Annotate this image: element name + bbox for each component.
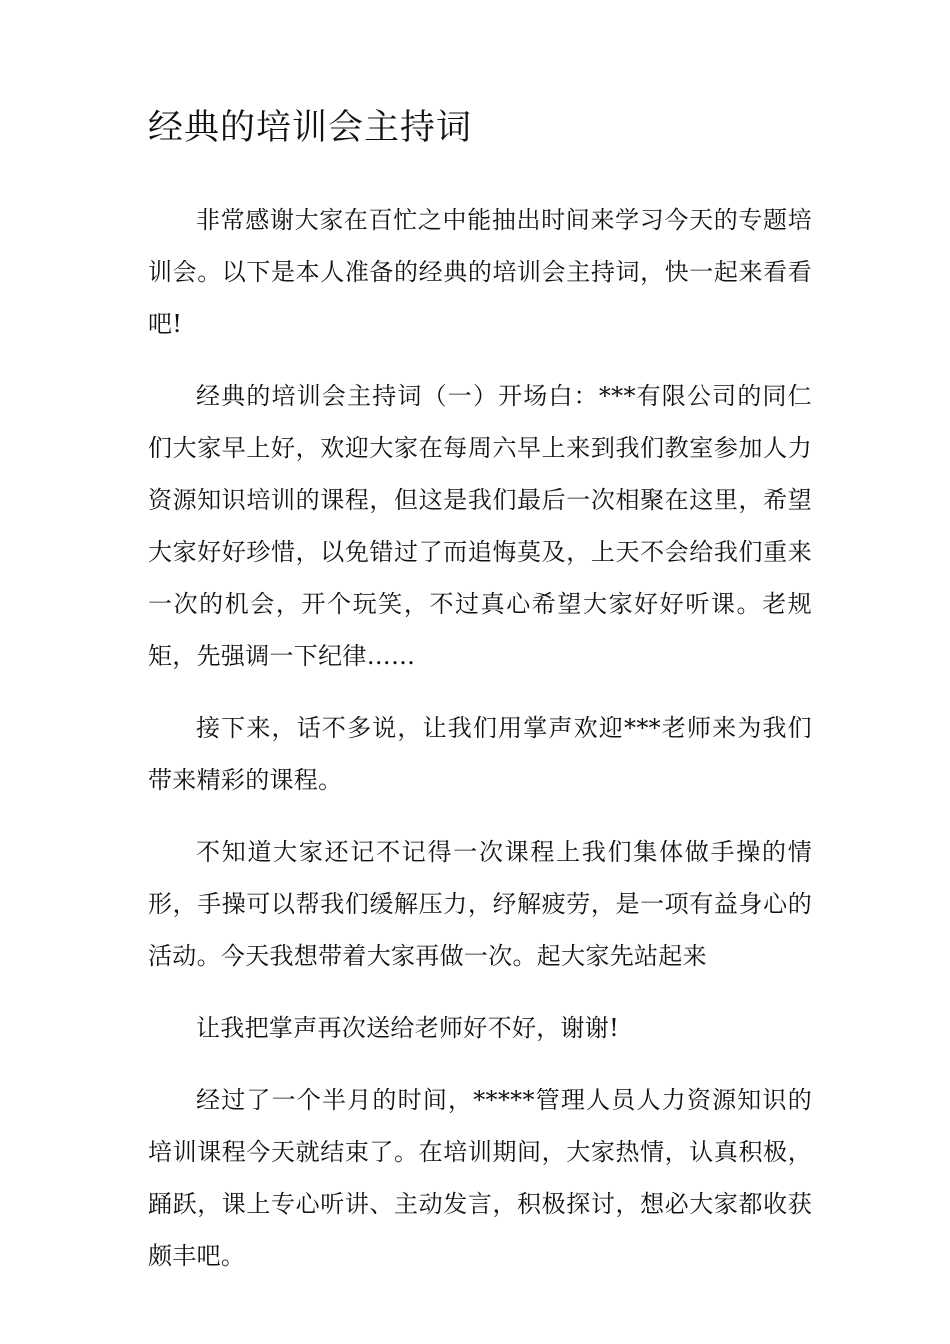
paragraph-hand-exercise: 不知道大家还记不记得一次课程上我们集体做手操的情形，手操可以帮我们缓解压力，纾解疲劳，是一项有益身心的活动。今天我想带着大家再做一次。起大家先站起来 bbox=[148, 838, 812, 970]
document-page bbox=[148, 100, 812, 1302]
document-title: 经典的培训会主持词 bbox=[148, 108, 473, 148]
paragraph-applause: 让我把掌声再次送给老师好不好，谢谢! bbox=[196, 1014, 620, 1042]
paragraph-intro: 非常感谢大家在百忙之中能抽出时间来学习今天的专题培训会。以下是本人准备的经典的培训会主持词，快一起来看看吧! bbox=[148, 206, 812, 338]
paragraph-closing: 经过了一个半月的时间，*****管理人员人力资源知识的培训课程今天就结束了。在培训期间，大家热情，认真积极，踊跃，课上专心听讲、主动发言，积极探讨，想必大家都收获颇丰吧。 bbox=[148, 1086, 812, 1270]
paragraph-welcome-teacher: 接下来，话不多说，让我们用掌声欢迎***老师来为我们带来精彩的课程。 bbox=[148, 714, 812, 794]
paragraph-opening: 经典的培训会主持词（一）开场白：***有限公司的同仁们大家早上好，欢迎大家在每周六早上来到我们教室参加人力资源知识培训的课程，但这是我们最后一次相聚在这里，希望大家好好珍惜，以免错过了而追悔莫及，上天不会给我们重来一次的机会，开个玩笑，不过真心希望大家好好听课。老规矩，先强调一下纪律…… bbox=[148, 382, 812, 670]
